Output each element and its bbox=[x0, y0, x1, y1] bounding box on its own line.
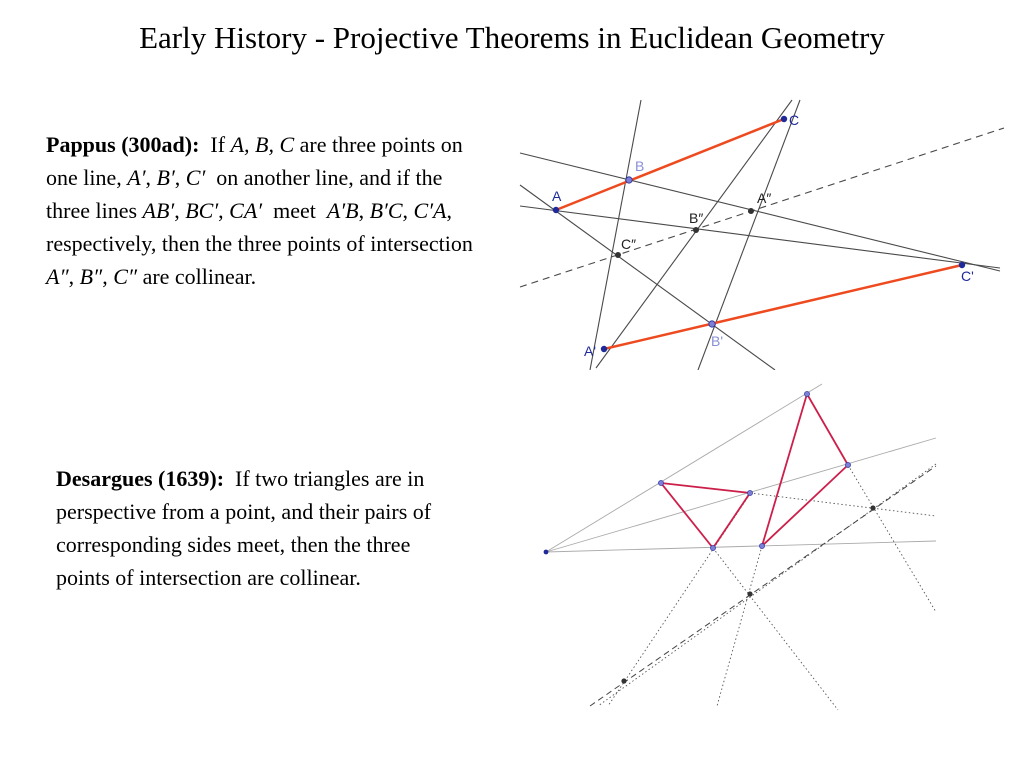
desargues-diagram bbox=[538, 382, 938, 712]
small-triangle bbox=[661, 483, 750, 548]
desargues-heading: Desargues (1639): bbox=[56, 466, 225, 491]
line-ab-prime: AB′ bbox=[142, 198, 175, 223]
line-b-prime-c bbox=[698, 100, 800, 370]
label-a-prime: A' bbox=[584, 343, 597, 359]
line-bc-prime: BC′ bbox=[185, 198, 219, 223]
side-extension-3 bbox=[713, 548, 838, 710]
point-c-double-prime bbox=[615, 252, 621, 258]
label-c-double-prime: C″ bbox=[621, 236, 637, 252]
point-b-double-prime: B″ bbox=[79, 264, 103, 289]
pappus-text-1: If bbox=[210, 132, 226, 157]
vertex-small-3 bbox=[710, 545, 715, 550]
pappus-text-5: respectively, then the three points of intersection bbox=[46, 231, 473, 256]
perspective-ray-2 bbox=[546, 438, 936, 552]
large-triangle bbox=[762, 394, 848, 546]
point-a-double-prime bbox=[748, 208, 754, 214]
line-b-prime-c: B′C bbox=[369, 198, 403, 223]
pappus-heading: Pappus (300ad): bbox=[46, 132, 200, 157]
label-a-double-prime: A″ bbox=[757, 190, 772, 206]
vertex-small-1 bbox=[658, 480, 663, 485]
point-c bbox=[781, 116, 787, 122]
segment-a-prime-c-prime bbox=[604, 265, 962, 349]
label-b-double-prime: B″ bbox=[689, 210, 704, 226]
label-b-prime: B' bbox=[711, 333, 724, 349]
line-bc-prime bbox=[520, 153, 1000, 271]
intersection-point-1 bbox=[870, 505, 875, 510]
line-c-prime-a: C′A bbox=[413, 198, 447, 223]
pappus-text-2: are three points on one line, bbox=[46, 132, 463, 190]
intersection-point-3 bbox=[621, 678, 626, 683]
point-c-prime: C′ bbox=[185, 165, 206, 190]
pappus-text-4: meet bbox=[273, 198, 316, 223]
perspective-ray-3 bbox=[546, 541, 936, 552]
vertex-large-2 bbox=[845, 462, 850, 467]
point-a-prime: A′ bbox=[127, 165, 146, 190]
desargues-axis bbox=[590, 466, 936, 706]
side-extension-2 bbox=[848, 465, 936, 612]
pappus-line bbox=[520, 128, 1004, 287]
label-a: A bbox=[552, 188, 562, 204]
label-b: B bbox=[635, 158, 645, 174]
pappus-diagram bbox=[518, 98, 1004, 370]
line-a-prime-b: A′B bbox=[326, 198, 359, 223]
point-b bbox=[626, 177, 632, 183]
point-b-prime bbox=[709, 321, 715, 327]
pappus-text-3: on another line, and if the three lines bbox=[46, 165, 443, 223]
point-a-double-prime: A″ bbox=[46, 264, 69, 289]
center-of-perspective bbox=[544, 550, 549, 555]
points-abc: A, B, C bbox=[230, 132, 295, 157]
side-extension-1 bbox=[750, 493, 936, 516]
vertex-small-2 bbox=[747, 490, 752, 495]
point-b-prime: B′ bbox=[156, 165, 175, 190]
side-extension-6 bbox=[717, 546, 762, 706]
line-ab-prime bbox=[520, 185, 775, 370]
pappus-paragraph: Pappus (300ad): If A, B, C are three points on one line, A′, B′, C′ on another line, and if the three lines AB′, BC′, CA′ meet A′B, B′C, C′A, respectively, then the three points of intersection A″, B″, C″ are collinear. bbox=[46, 132, 473, 289]
perspective-ray-1 bbox=[546, 384, 822, 552]
label-c-prime: C' bbox=[961, 268, 974, 284]
side-extension-5 bbox=[598, 464, 936, 706]
point-c-double-prime: C″ bbox=[113, 264, 138, 289]
slide-title: Early History - Projective Theorems in Euclidean Geometry bbox=[139, 20, 885, 55]
point-b-double-prime bbox=[693, 227, 699, 233]
point-a bbox=[553, 207, 559, 213]
pappus-text-6: are collinear. bbox=[142, 264, 257, 289]
intersection-point-2 bbox=[747, 591, 752, 596]
vertex-large-1 bbox=[804, 391, 809, 396]
vertex-large-3 bbox=[759, 543, 764, 548]
segment-ac bbox=[556, 119, 784, 210]
desargues-paragraph bbox=[56, 462, 466, 594]
desargues-body: If two triangles are in perspective from a point, and their pairs of corresponding sides meet, then the three points of intersection are collinear. bbox=[56, 466, 432, 590]
line-ca-prime: CA′ bbox=[229, 198, 263, 223]
label-c: C bbox=[789, 112, 800, 128]
line-a-prime-b bbox=[590, 100, 641, 370]
point-a-prime bbox=[601, 346, 607, 352]
